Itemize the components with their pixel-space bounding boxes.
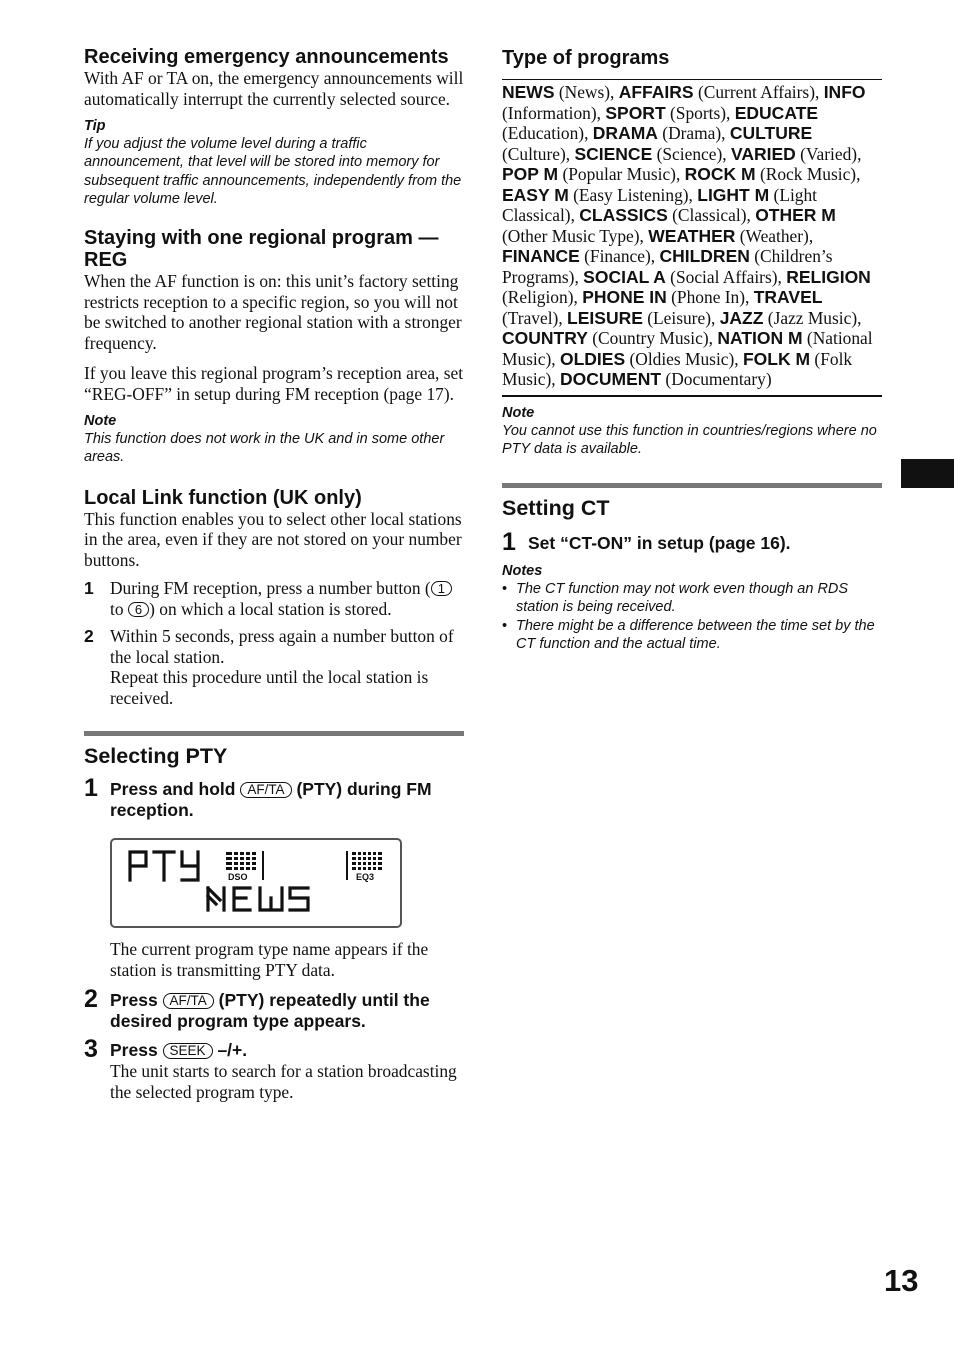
number-button-1: 1 (431, 581, 452, 596)
step-number: 2 (84, 626, 94, 647)
program-type-code: TRAVEL (753, 287, 823, 307)
program-type-description: (Weather), (735, 225, 814, 246)
program-type-description: (Jazz Music), (763, 307, 862, 328)
pty-step-1 (84, 774, 464, 821)
step-number: 1 (84, 578, 94, 599)
tip-label: Tip (84, 118, 106, 134)
program-type-description: (Information), (502, 102, 606, 123)
program-type-code: EASY M (502, 184, 569, 205)
selecting-pty-heading: Selecting PTY (84, 744, 228, 769)
program-type-code: CLASSICS (579, 205, 668, 225)
left-column (84, 46, 464, 1102)
program-type-code: AFFAIRS (618, 82, 694, 102)
program-type-code: SCIENCE (574, 143, 653, 164)
dso-label: DSO (228, 872, 248, 883)
reg-heading: Staying with one regional program — REG (84, 227, 439, 272)
eq3-label: EQ3 (356, 872, 375, 883)
program-type-description: (Leisure), (642, 307, 720, 328)
local-link-step-1 (84, 578, 464, 619)
seek-button-label: SEEK (163, 1043, 213, 1059)
chapter-tab-marker (901, 459, 954, 488)
ct-step-1 (502, 528, 882, 557)
tip-text: If you adjust the volume level during a traffic announcement, that level will be stored into memory for subsequent traffic announcements, independently from the regular volume level. (84, 136, 462, 207)
pty-step-2 (84, 985, 464, 1032)
program-type-code: FOLK M (742, 348, 811, 369)
pty-step-3 (84, 1035, 464, 1102)
emergency-heading: Receiving emergency announcements (84, 46, 449, 68)
program-type-description: (Popular Music), (558, 164, 685, 184)
program-type-description: (Folk Music), (502, 348, 853, 389)
local-link-step-2-repeat: Repeat this procedure until the local station is received. (110, 667, 429, 708)
program-type-code: PHONE IN (582, 287, 667, 307)
program-types-section (502, 47, 882, 458)
section-rule (84, 731, 464, 736)
step-number: 1 (84, 774, 98, 803)
list-end-rule (502, 395, 882, 397)
local-link-section (84, 487, 464, 709)
selecting-pty-section (84, 731, 464, 1102)
program-types-list (502, 82, 882, 390)
program-type-description: (Culture), (502, 143, 575, 164)
page-number: 13 (884, 1263, 919, 1298)
right-column (502, 46, 882, 653)
pty-step-2-text: Press AF/TA (PTY) repeatedly until the desired program type appears. (110, 990, 430, 1032)
program-type-code: VARIED (730, 143, 796, 164)
bullet-icon: • (502, 617, 508, 634)
program-type-code: ROCK M (684, 164, 756, 184)
program-type-code: NEWS (502, 82, 555, 102)
program-type-code: WEATHER (648, 225, 736, 246)
lcd-display-illustration (110, 838, 402, 928)
step-number: 3 (84, 1035, 98, 1064)
program-type-description: (Classical), (667, 205, 756, 225)
program-type-description: (Children’s Programs), (502, 246, 833, 287)
step-number: 1 (502, 528, 516, 557)
local-link-step-2 (84, 626, 464, 708)
setting-ct-section (502, 483, 882, 653)
program-type-code: FINANCE (502, 246, 580, 266)
program-type-code: DOCUMENT (559, 369, 662, 389)
program-type-description: (Travel), (502, 307, 568, 328)
number-button-6: 6 (128, 602, 149, 617)
program-type-description: (Country Music), (587, 328, 718, 348)
local-link-step-1-text: During FM reception, press a number button ( 1 to 6 ) on which a local station is stored. (110, 578, 464, 619)
emergency-body: With AF or TA on, the emergency announcements will automatically interrupt the currently selected source. (84, 68, 464, 109)
program-type-code: CHILDREN (659, 246, 750, 266)
types-note-label: Note (502, 404, 535, 421)
af-ta-button-label: AF/TA (163, 993, 214, 1009)
lcd-segment-graphic (112, 840, 400, 926)
local-link-step-2-text: Within 5 seconds, press again a number button of the local station. (110, 626, 454, 667)
program-type-description: (Religion), (502, 287, 583, 307)
ct-note-1: • The CT function may not work even though an RDS station is being received. (502, 581, 849, 616)
program-type-description: (Education), (502, 123, 593, 143)
pty-step-1-text: Press and hold AF/TA (PTY) during FM reception. (110, 779, 432, 821)
program-type-description: (Sports), (665, 102, 735, 123)
program-type-description: (Phone In), (666, 287, 754, 307)
program-type-description: (National Music), (502, 328, 873, 369)
program-type-description: (Drama), (657, 123, 730, 143)
program-type-description: (Varied), (795, 143, 862, 164)
pty-step-3-text: Press SEEK –/+. (110, 1040, 248, 1061)
program-type-code: SPORT (605, 102, 666, 123)
types-note-text: You cannot use this function in countries/regions where no PTY data is available. (502, 422, 877, 457)
program-type-description: (Finance), (579, 246, 660, 266)
program-type-code: POP M (502, 164, 559, 184)
emergency-section (84, 46, 464, 208)
program-type-code: EDUCATE (734, 102, 819, 123)
reg-note-text: This function does not work in the UK and in some other areas. (84, 431, 445, 466)
program-type-description: (Documentary) (661, 369, 772, 389)
program-type-description: (Oldies Music), (625, 348, 743, 369)
ct-step-1-text: Set “CT-ON” in setup (page 16). (528, 533, 791, 554)
program-type-code: INFO (823, 82, 866, 102)
program-type-description: (Other Music Type), (502, 225, 649, 246)
local-link-body: This function enables you to select other local stations in the area, even if they are not stored on your number buttons. (84, 508, 462, 570)
heading-rule (502, 79, 882, 80)
program-type-code: OLDIES (559, 348, 626, 369)
program-type-description: (Current Affairs), (693, 82, 824, 102)
program-type-description: (Social Affairs), (665, 266, 787, 287)
step-number: 2 (84, 985, 98, 1014)
local-link-heading: Local Link function (UK only) (84, 486, 362, 509)
pty-step-3-description: The unit starts to search for a station broadcasting the selected program type. (110, 1061, 457, 1102)
setting-ct-heading: Setting CT (502, 496, 610, 521)
pty-display-caption: The current program type name appears if the station is transmitting PTY data. (110, 939, 429, 980)
program-type-description: (Science), (652, 143, 731, 164)
program-type-code: OTHER M (755, 205, 836, 225)
reg-paragraph-1: When the AF function is on: this unit’s factory setting restricts reception to a specific region, so you will not be switched to another regional station with a stronger frequency. (84, 271, 462, 353)
reg-section (84, 227, 464, 467)
program-type-code: COUNTRY (502, 328, 588, 348)
af-ta-button-label: AF/TA (240, 782, 291, 798)
section-rule (502, 483, 882, 488)
program-type-code: CULTURE (729, 123, 813, 143)
program-type-description: (News), (554, 82, 619, 102)
ct-note-2: • There might be a difference between the time set by the CT function and the actual time. (502, 617, 875, 652)
program-type-description: (Rock Music), (755, 164, 861, 184)
program-type-description: (Easy Listening), (568, 184, 698, 205)
program-type-code: RELIGION (786, 266, 871, 287)
program-type-code: LIGHT M (697, 184, 770, 205)
program-type-code: DRAMA (592, 123, 658, 143)
reg-note-label: Note (84, 413, 117, 430)
ct-notes-label: Notes (502, 563, 543, 580)
bullet-icon: • (502, 581, 508, 598)
program-type-code: LEISURE (567, 307, 643, 328)
reg-paragraph-2: If you leave this regional program’s reception area, set “REG-OFF” in setup during FM reception (page 17). (84, 363, 464, 404)
program-type-description: (Light Classical), (502, 184, 818, 225)
program-type-code: SOCIAL A (583, 266, 666, 287)
program-type-code: NATION M (717, 328, 803, 348)
program-type-code: JAZZ (719, 307, 764, 328)
program-types-heading: Type of programs (502, 47, 670, 69)
